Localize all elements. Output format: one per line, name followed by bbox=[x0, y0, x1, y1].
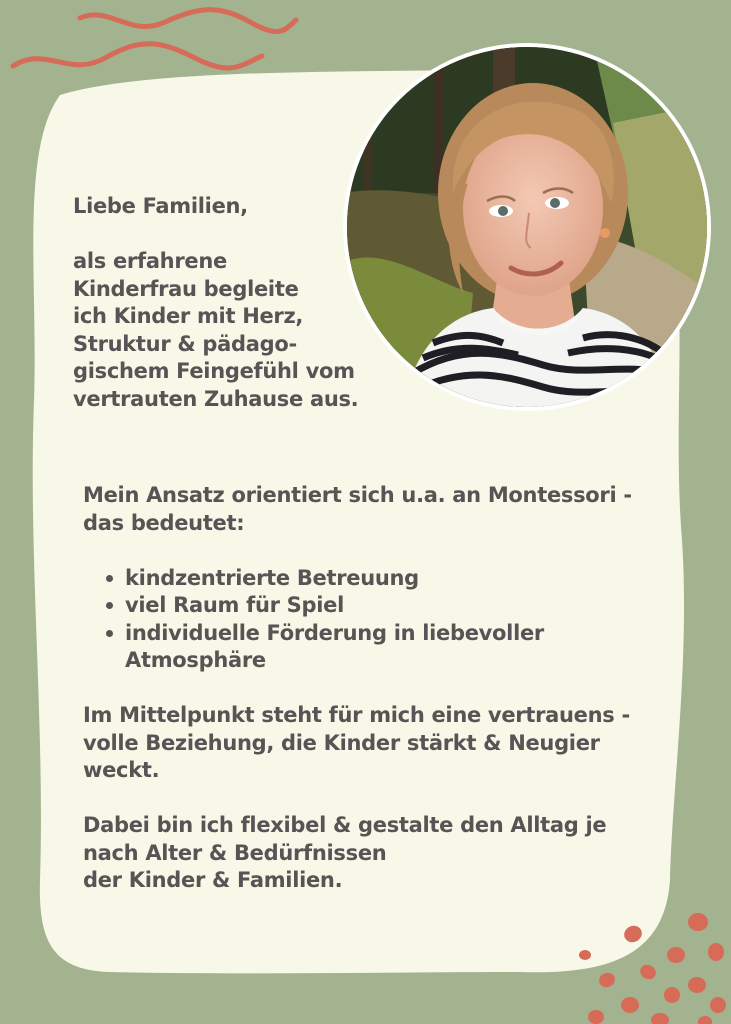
approach-line: das bedeutet: bbox=[83, 510, 245, 535]
intro-text bbox=[73, 193, 358, 413]
bullet-dot-icon bbox=[106, 602, 113, 609]
spacer bbox=[73, 221, 358, 249]
intro-line: als erfahrene bbox=[73, 249, 227, 273]
bullet-dot-icon bbox=[106, 630, 113, 637]
list-item-text: individuelle Förderung in liebevoller bbox=[125, 620, 544, 645]
list-item bbox=[125, 565, 632, 593]
main-text bbox=[83, 482, 632, 895]
greeting: Liebe Familien, bbox=[73, 194, 248, 218]
intro-line: gischem Feingefühl vom bbox=[73, 359, 355, 383]
intro-line: vertrauten Zuhause aus. bbox=[73, 386, 359, 411]
spacer bbox=[83, 785, 632, 813]
list-item-text: Atmosphäre bbox=[125, 648, 266, 672]
bullet-dot-icon bbox=[106, 575, 113, 582]
spacer bbox=[83, 537, 632, 565]
approach-line: Mein Ansatz orientiert sich u.a. an Montessori - bbox=[83, 483, 632, 507]
portrait-photo bbox=[343, 43, 711, 411]
flexibility-line: nach Alter & Bedürfnissen bbox=[83, 840, 387, 865]
intro-line: Kinderfrau begleite bbox=[73, 276, 299, 301]
list-item-text: kindzentrierte Betreuung bbox=[125, 565, 419, 590]
intro-line: ich Kinder mit Herz, bbox=[73, 304, 304, 328]
focus-line: volle Beziehung, die Kinder stärkt & Neugier bbox=[83, 730, 600, 755]
list-item-text: viel Raum für Spiel bbox=[125, 593, 344, 617]
intro-line: Struktur & pädago- bbox=[73, 331, 297, 356]
flexibility-line: Dabei bin ich flexibel & gestalte den Alltag je bbox=[83, 813, 607, 837]
focus-line: weckt. bbox=[83, 758, 160, 782]
list-item bbox=[125, 620, 632, 675]
list-item bbox=[125, 592, 632, 620]
approach-bullet-list bbox=[83, 565, 632, 675]
spacer bbox=[83, 675, 632, 703]
focus-line: Im Mittelpunkt steht für mich eine vertrauens - bbox=[83, 703, 630, 727]
flexibility-line: der Kinder & Familien. bbox=[83, 868, 343, 892]
